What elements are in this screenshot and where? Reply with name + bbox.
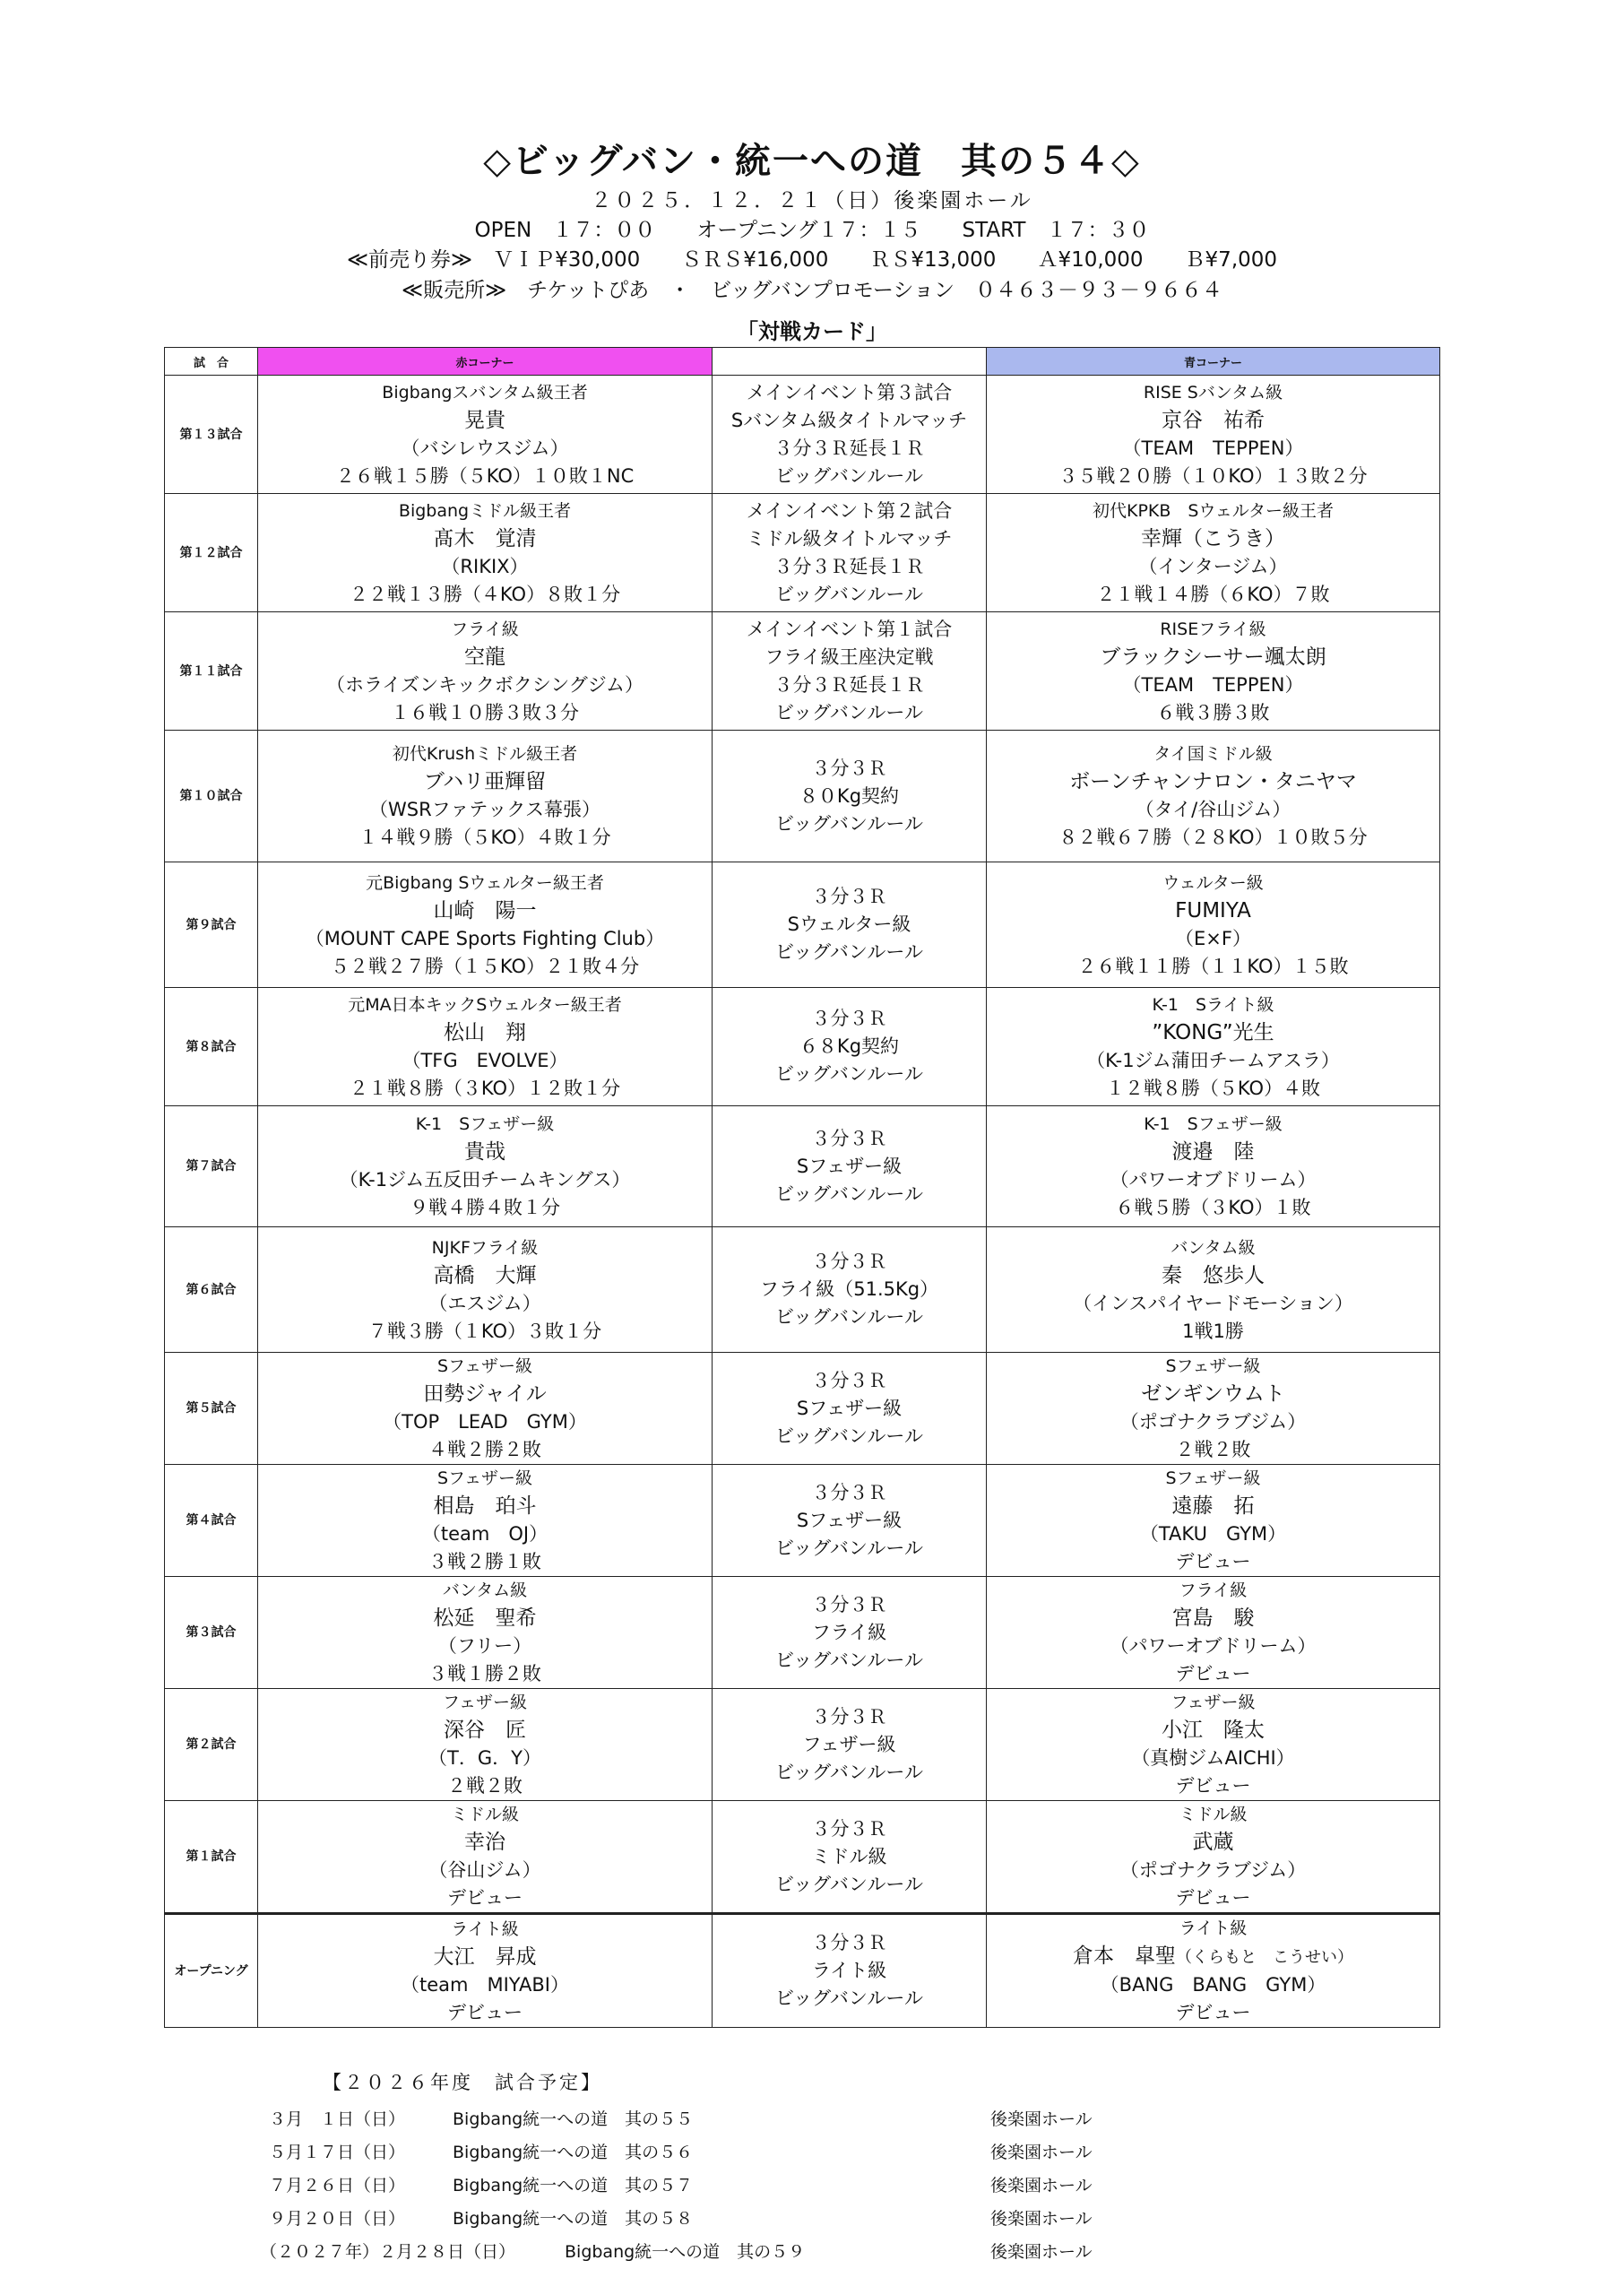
event-times: OPEN １７：００ オープニング１７：１５ START １７：３０ bbox=[474, 219, 1150, 242]
weight-class: ライト級 bbox=[451, 1918, 519, 1939]
gym-name: （T．G．Y） bbox=[428, 1747, 541, 1769]
weight-class: 初代KPKB Sウェルター級王者 bbox=[1093, 500, 1334, 521]
match-row bbox=[165, 1106, 1440, 1227]
rule-line: Sフェザー級 bbox=[796, 1509, 903, 1531]
gym-name: （エスジム） bbox=[428, 1292, 541, 1314]
rule-line: ３分３Ｒ延長１Ｒ bbox=[773, 555, 925, 577]
ticket-prices: ≪前売り券≫ ＶＩＰ¥30,000 ＳＲＳ¥16,000 ＲＳ¥13,000 Ａ¥10,000 Ｂ¥7,000 bbox=[346, 248, 1278, 272]
rule-line: ライト級 bbox=[811, 1960, 887, 1981]
weight-class: バンタム級 bbox=[442, 1581, 528, 1600]
rules-cell bbox=[713, 1353, 987, 1465]
match-number: 第１２試合 bbox=[165, 494, 258, 612]
weight-class: K-1 Sフェザー級 bbox=[1144, 1114, 1283, 1134]
fight-record: デビュー bbox=[1175, 1775, 1251, 1797]
fighter-name: 幸治 bbox=[464, 1831, 505, 1854]
gym-name: （ホライズンキックボクシングジム） bbox=[326, 673, 644, 696]
schedule-row bbox=[269, 2139, 1165, 2172]
rule-line: フェザー級 bbox=[802, 1733, 896, 1755]
weight-class: タイ国ミドル級 bbox=[1153, 744, 1273, 764]
fight-record: ２戦２敗 bbox=[1175, 1439, 1251, 1460]
match-row bbox=[165, 1689, 1440, 1801]
fighter-name: 空龍 bbox=[464, 645, 505, 669]
match-number: 第３試合 bbox=[165, 1577, 258, 1689]
schedule-event-name: Bigbang統一への道 其の５６ bbox=[453, 2143, 694, 2162]
weight-class: RISE Sバンタム級 bbox=[1143, 382, 1283, 403]
rules-cell bbox=[713, 988, 987, 1106]
fighter-name: FUMIYA bbox=[1175, 898, 1251, 922]
red-corner-cell bbox=[258, 1106, 713, 1227]
weight-class: ウェルター級 bbox=[1162, 872, 1264, 893]
match-number: 第７試合 bbox=[165, 1106, 258, 1227]
blue-corner-cell bbox=[987, 1577, 1440, 1689]
rule-line: ３分３Ｒ bbox=[811, 1008, 887, 1029]
fighter-name: 松山 翔 bbox=[444, 1020, 526, 1044]
rule-line: ビッグバンルール bbox=[775, 464, 923, 487]
blue-corner-cell bbox=[987, 1227, 1440, 1353]
rule-line: ３分３Ｒ bbox=[811, 1932, 887, 1953]
fight-record: ６戦３勝３敗 bbox=[1156, 701, 1270, 723]
fight-record: デビュー bbox=[447, 1887, 523, 1909]
rules-cell bbox=[713, 494, 987, 612]
blue-corner-cell bbox=[987, 612, 1440, 731]
fight-record: ２１戦１４勝（６KO）７敗 bbox=[1096, 583, 1330, 605]
fighter-name: 幸輝（こうき） bbox=[1141, 526, 1285, 550]
red-corner-cell bbox=[258, 1689, 713, 1801]
schedule-date: ３月 １日（日） bbox=[269, 2109, 406, 2129]
rules-cell bbox=[713, 1689, 987, 1801]
schedule-event-name: Bigbang統一への道 其の５８ bbox=[453, 2209, 694, 2229]
red-corner-cell bbox=[258, 1801, 713, 1914]
rule-line: ３分３Ｒ bbox=[811, 1593, 887, 1615]
fight-record: デビュー bbox=[1175, 2002, 1251, 2023]
blue-corner-cell bbox=[987, 862, 1440, 988]
fighter-name: 高橋 大輝 bbox=[433, 1263, 537, 1287]
blue-corner-cell bbox=[987, 494, 1440, 612]
match-row bbox=[165, 1227, 1440, 1353]
gym-name: （team MIYABI） bbox=[401, 1973, 569, 1996]
fight-record: ２６戦１５勝（５KO）１０敗１NC bbox=[335, 464, 635, 487]
rules-cell bbox=[713, 1577, 987, 1689]
fight-record: ３５戦２０勝（１０KO）１３敗２分 bbox=[1058, 464, 1368, 487]
rules-cell bbox=[713, 376, 987, 494]
blue-corner-cell bbox=[987, 731, 1440, 862]
weight-class: 初代Krushミドル級王者 bbox=[392, 744, 578, 764]
fight-record: ７戦３勝（１KO）３敗１分 bbox=[367, 1320, 602, 1342]
fight-record: ６戦５勝（３KO）１敗 bbox=[1115, 1197, 1311, 1218]
weight-class: ミドル級 bbox=[1179, 1805, 1248, 1824]
card-title: 「対戦カード」 bbox=[737, 319, 887, 344]
fighter-name: 京谷 祐希 bbox=[1162, 408, 1265, 432]
ticket-outlets: ≪販売所≫ チケットぴあ ・ ビッグバンプロモーション ０４６３－９３－９６６４ bbox=[402, 279, 1222, 302]
red-corner-cell bbox=[258, 1227, 713, 1353]
match-row bbox=[165, 494, 1440, 612]
gym-name: （WSRファテックス幕張） bbox=[368, 799, 601, 820]
rule-line: ビッグバンルール bbox=[775, 701, 923, 723]
gym-name: （パワーオブドリーム） bbox=[1110, 1635, 1317, 1657]
fight-record: デビュー bbox=[1175, 1663, 1251, 1684]
event-date: ２０２５．１２．２１（日）後楽園ホール bbox=[591, 189, 1033, 212]
red-corner-cell bbox=[258, 612, 713, 731]
fight-card-table bbox=[164, 347, 1440, 2028]
fighter-name: ブハリ亜輝留 bbox=[423, 770, 547, 793]
rule-line: ビッグバンルール bbox=[775, 1988, 923, 2009]
rule-line: ３分３Ｒ延長１Ｒ bbox=[773, 673, 925, 696]
gym-name: （フリー） bbox=[437, 1635, 532, 1657]
fight-record: １４戦９勝（５KO）４敗１分 bbox=[358, 827, 611, 848]
rules-cell bbox=[713, 612, 987, 731]
blue-corner-header: 青コーナー bbox=[987, 348, 1440, 376]
gym-name: （MOUNT CAPE Sports Fighting Club） bbox=[305, 927, 665, 949]
blue-corner-cell bbox=[987, 1689, 1440, 1801]
rules-cell bbox=[713, 1914, 987, 2028]
rule-line: ミドル級タイトルマッチ bbox=[746, 527, 953, 550]
fight-record: ２１戦８勝（３KO）１２敗１分 bbox=[349, 1077, 621, 1099]
weight-class: RISEフライ級 bbox=[1160, 619, 1266, 639]
rules-cell bbox=[713, 1465, 987, 1577]
fighter-name: ボーンチャンナロン・タニヤマ bbox=[1069, 770, 1357, 793]
schedule-row bbox=[269, 2205, 1165, 2239]
rule-line: ビッグバンルール bbox=[775, 1873, 923, 1895]
rule-line: メインイベント第２試合 bbox=[746, 499, 953, 522]
match-row bbox=[165, 1465, 1440, 1577]
rule-line: Sバンタム級タイトルマッチ bbox=[730, 409, 968, 431]
rule-line: ３分３Ｒ bbox=[811, 1251, 887, 1272]
match-row bbox=[165, 376, 1440, 494]
table-header-row bbox=[165, 348, 1440, 376]
match-row bbox=[165, 731, 1440, 862]
fight-record: ２２戦１３勝（４KO）８敗１分 bbox=[349, 583, 621, 605]
rules-cell bbox=[713, 862, 987, 988]
weight-class: 元MA日本キックSウェルター級王者 bbox=[348, 994, 622, 1015]
fight-record: ３戦２勝１敗 bbox=[428, 1551, 541, 1572]
fight-record: ２６戦１１勝（１１KO）１５敗 bbox=[1077, 955, 1349, 977]
fight-record: デビュー bbox=[447, 2001, 523, 2023]
fight-record: デビュー bbox=[1175, 1887, 1251, 1909]
match-row bbox=[165, 1577, 1440, 1689]
gym-name: （ポゴナクラブジム） bbox=[1119, 1859, 1307, 1881]
weight-class: フェザー級 bbox=[1170, 1693, 1256, 1712]
fight-record: ３戦１勝２敗 bbox=[428, 1663, 541, 1684]
rule-line: ３分３Ｒ bbox=[811, 1481, 887, 1503]
weight-class: 元Bigbang Sウェルター級王者 bbox=[366, 872, 604, 893]
schedule-title: 【２０２６年度 試合予定】 bbox=[323, 2072, 602, 2093]
match-number: 第４試合 bbox=[165, 1465, 258, 1577]
rule-line: フライ級（51.5Kg） bbox=[759, 1278, 939, 1300]
rule-line: ビッグバンルール bbox=[775, 1425, 923, 1447]
gym-name: （E×F） bbox=[1175, 927, 1251, 949]
fighter-name: 深谷 匠 bbox=[444, 1719, 526, 1742]
match-number: 第１３試合 bbox=[165, 376, 258, 494]
red-corner-cell bbox=[258, 1465, 713, 1577]
rule-line: フライ級王座決定戦 bbox=[764, 645, 934, 668]
weight-class: NJKFフライ級 bbox=[431, 1237, 539, 1258]
rule-line: メインイベント第３試合 bbox=[746, 381, 953, 403]
gym-name: （谷山ジム） bbox=[428, 1859, 541, 1881]
rule-line: Sフェザー級 bbox=[796, 1397, 903, 1419]
rule-line: ３分３Ｒ bbox=[811, 886, 887, 907]
fight-record: ９戦４勝４敗１分 bbox=[410, 1197, 560, 1218]
fighter-name: 貴哉 bbox=[464, 1140, 505, 1164]
rule-line: ３分３Ｒ bbox=[811, 1817, 887, 1840]
fighter-name: 髙木 覚清 bbox=[433, 526, 537, 550]
gym-name: （タイ/谷山ジム） bbox=[1135, 799, 1291, 820]
weight-class: バンタム級 bbox=[1170, 1237, 1256, 1258]
gym-name: （バシレウスジム） bbox=[401, 437, 569, 459]
rule-line: ８０Kg契約 bbox=[799, 784, 900, 807]
fighter-name: 大江 昇成 bbox=[433, 1944, 537, 1969]
rule-line: Sフェザー級 bbox=[796, 1155, 903, 1177]
fight-record: １２戦８勝（５KO）４敗 bbox=[1105, 1077, 1321, 1099]
match-column-header: 試 合 bbox=[165, 348, 258, 376]
blue-corner-cell bbox=[987, 1106, 1440, 1227]
rule-line: ビッグバンルール bbox=[775, 583, 923, 605]
schedule-date: （２０２７年）２月２８日（日） bbox=[260, 2242, 516, 2262]
gym-name: （真樹ジムAICHI） bbox=[1131, 1747, 1295, 1769]
schedule-venue: 後楽園ホール bbox=[990, 2109, 1093, 2129]
fight-record: ８２戦６７勝（２８KO）１０敗５分 bbox=[1058, 827, 1368, 848]
match-number: 第９試合 bbox=[165, 862, 258, 988]
match-number: 第１０試合 bbox=[165, 731, 258, 862]
rules-cell bbox=[713, 1106, 987, 1227]
gym-name: （TOP LEAD GYM） bbox=[383, 1411, 587, 1433]
rule-line: ６８Kg契約 bbox=[799, 1035, 900, 1057]
gym-name: （ポゴナクラブジム） bbox=[1119, 1411, 1307, 1433]
schedule-event-name: Bigbang統一への道 其の５７ bbox=[453, 2176, 694, 2195]
fighter-name: 小江 隆太 bbox=[1162, 1719, 1265, 1742]
match-row bbox=[165, 862, 1440, 988]
red-corner-cell bbox=[258, 731, 713, 862]
red-corner-cell bbox=[258, 376, 713, 494]
gym-name: （team OJ） bbox=[421, 1523, 549, 1545]
fighter-name bbox=[987, 1943, 1439, 1971]
schedule-row bbox=[260, 2239, 1165, 2272]
gym-name: （TAKU GYM） bbox=[1139, 1523, 1287, 1545]
weight-class: K-1 Sライト級 bbox=[1152, 994, 1274, 1015]
fighter-name: 松延 聖希 bbox=[433, 1606, 537, 1630]
match-row bbox=[165, 1914, 1440, 2028]
match-number: 第２試合 bbox=[165, 1689, 258, 1801]
schedule-row bbox=[269, 2172, 1165, 2205]
rules-cell bbox=[713, 1801, 987, 1914]
weight-class: フライ級 bbox=[1179, 1581, 1248, 1600]
rules-cell bbox=[713, 1227, 987, 1353]
weight-class: Sフェザー級 bbox=[1165, 1356, 1261, 1376]
fight-record: デビュー bbox=[1175, 1551, 1251, 1572]
blue-corner-cell bbox=[987, 1465, 1440, 1577]
rule-line: ３分３Ｒ bbox=[811, 757, 887, 779]
blue-corner-cell bbox=[987, 1914, 1440, 2028]
fight-record: 1戦1勝 bbox=[1182, 1320, 1244, 1342]
rule-line: ビッグバンルール bbox=[775, 1306, 923, 1328]
weight-class: ミドル級 bbox=[450, 1805, 519, 1824]
rule-line: ビッグバンルール bbox=[775, 812, 923, 835]
fighter-name: ”KONG”光生 bbox=[1152, 1020, 1274, 1044]
weight-class: フェザー級 bbox=[442, 1693, 528, 1712]
weight-class: K-1 Sフェザー級 bbox=[415, 1114, 555, 1134]
weight-class: フライ級 bbox=[451, 619, 519, 639]
gym-name: （TEAM TEPPEN） bbox=[1122, 673, 1304, 696]
gym-name: （パワーオブドリーム） bbox=[1110, 1169, 1317, 1191]
match-number: 第１試合 bbox=[165, 1801, 258, 1914]
gym-name: （TFG EVOLVE） bbox=[402, 1049, 568, 1071]
schedule-event-name: Bigbang統一への道 其の５５ bbox=[453, 2109, 694, 2129]
weight-class: Sフェザー級 bbox=[436, 1468, 533, 1488]
rule-line: ３分３Ｒ bbox=[811, 1369, 887, 1391]
match-row bbox=[165, 1801, 1440, 1914]
rule-line: ３分３Ｒ bbox=[811, 1127, 887, 1149]
rules-column-header bbox=[713, 348, 987, 376]
weight-class: Sフェザー級 bbox=[436, 1356, 533, 1376]
rule-line: ３分３Ｒ延長１Ｒ bbox=[773, 437, 925, 459]
match-number: 第１１試合 bbox=[165, 612, 258, 731]
schedule-venue: 後楽園ホール bbox=[990, 2143, 1093, 2162]
gym-name: （インスパイヤードモーション） bbox=[1073, 1292, 1353, 1314]
red-corner-cell bbox=[258, 1353, 713, 1465]
red-corner-cell bbox=[258, 1577, 713, 1689]
red-corner-cell bbox=[258, 988, 713, 1106]
schedule-date: ９月２０日（日） bbox=[269, 2209, 406, 2229]
schedule-date: ５月１７日（日） bbox=[269, 2143, 406, 2162]
fighter-name: 武蔵 bbox=[1192, 1831, 1234, 1854]
fight-record: １６戦１０勝３敗３分 bbox=[391, 701, 579, 723]
rule-line: ３分３Ｒ bbox=[811, 1705, 887, 1728]
rule-line: メインイベント第１試合 bbox=[746, 618, 953, 640]
gym-name: （インタージム） bbox=[1138, 555, 1288, 577]
fighter-name: ゼンギンウムト bbox=[1141, 1382, 1285, 1406]
fight-record: ４戦２勝２敗 bbox=[428, 1439, 541, 1460]
blue-corner-cell bbox=[987, 1353, 1440, 1465]
blue-corner-cell bbox=[987, 988, 1440, 1106]
schedule-venue: 後楽園ホール bbox=[990, 2176, 1093, 2195]
fighter-name: 渡邉 陸 bbox=[1171, 1140, 1255, 1164]
match-number: 第５試合 bbox=[165, 1353, 258, 1465]
fighter-name-reading: （くらもと こうせい） bbox=[1176, 1948, 1353, 1967]
fighter-name: 田勢ジャイル bbox=[423, 1382, 547, 1406]
schedule-row bbox=[269, 2106, 1165, 2139]
match-number: 第８試合 bbox=[165, 988, 258, 1106]
rule-line: ビッグバンルール bbox=[775, 1761, 923, 1783]
gym-name: （K-1ジム五反田チームキングス） bbox=[339, 1169, 631, 1191]
gym-name: （RIKIX） bbox=[441, 555, 529, 577]
rule-line: ビッグバンルール bbox=[775, 1182, 923, 1205]
schedule-event-name: Bigbang統一への道 其の５９ bbox=[565, 2242, 806, 2262]
rule-line: フライ級 bbox=[811, 1621, 887, 1643]
rule-line: Sウェルター級 bbox=[787, 914, 911, 935]
schedule-venue: 後楽園ホール bbox=[990, 2242, 1093, 2262]
red-corner-header: 赤コーナー bbox=[258, 348, 713, 376]
fighter-name: ブラックシーサー颯太朗 bbox=[1100, 645, 1326, 669]
match-row bbox=[165, 612, 1440, 731]
match-row bbox=[165, 1353, 1440, 1465]
weight-class: ライト級 bbox=[1179, 1918, 1248, 1938]
schedule-date: ７月２６日（日） bbox=[269, 2176, 406, 2195]
red-corner-cell bbox=[258, 1914, 713, 2028]
fighter-name: 山崎 陽一 bbox=[433, 898, 537, 922]
fight-record: ２戦２敗 bbox=[447, 1775, 523, 1797]
blue-corner-cell bbox=[987, 376, 1440, 494]
fighter-name: 宮島 駿 bbox=[1171, 1606, 1255, 1630]
rule-line: ビッグバンルール bbox=[775, 1649, 923, 1671]
fighter-name-text: 倉本 皐聖 bbox=[1073, 1944, 1176, 1968]
page-title: ◇ビッグバン・統一への道 其の５４◇ bbox=[483, 141, 1141, 182]
gym-name: （K-1ジム蒲田チームアスラ） bbox=[1086, 1049, 1340, 1071]
fighter-name: 遠藤 拓 bbox=[1171, 1494, 1255, 1518]
schedule-section bbox=[260, 2068, 1165, 2272]
fight-record: ５２戦２７勝（１５KO）２１敗４分 bbox=[330, 955, 640, 977]
gym-name: （TEAM TEPPEN） bbox=[1122, 437, 1304, 459]
fighter-name: 相島 珀斗 bbox=[433, 1494, 537, 1518]
weight-class: Sフェザー級 bbox=[1165, 1468, 1261, 1488]
rules-cell bbox=[713, 731, 987, 862]
gym-name: （BANG BANG GYM） bbox=[1100, 1974, 1326, 1996]
rule-line: ビッグバンルール bbox=[775, 1063, 923, 1085]
rule-line: ビッグバンルール bbox=[775, 941, 923, 963]
weight-class: Bigbangスバンタム級王者 bbox=[382, 382, 588, 403]
red-corner-cell bbox=[258, 862, 713, 988]
fighter-name: 秦 悠歩人 bbox=[1162, 1263, 1265, 1287]
match-number: 第６試合 bbox=[165, 1227, 258, 1353]
rule-line: ミドル級 bbox=[811, 1845, 887, 1867]
schedule-venue: 後楽園ホール bbox=[990, 2209, 1093, 2229]
weight-class: Bigbangミドル級王者 bbox=[398, 500, 572, 521]
red-corner-cell bbox=[258, 494, 713, 612]
match-number: オープニング bbox=[165, 1914, 258, 2028]
rule-line: ビッグバンルール bbox=[775, 1537, 923, 1559]
fighter-name: 晃貴 bbox=[464, 408, 505, 432]
match-row bbox=[165, 988, 1440, 1106]
blue-corner-cell bbox=[987, 1801, 1440, 1914]
